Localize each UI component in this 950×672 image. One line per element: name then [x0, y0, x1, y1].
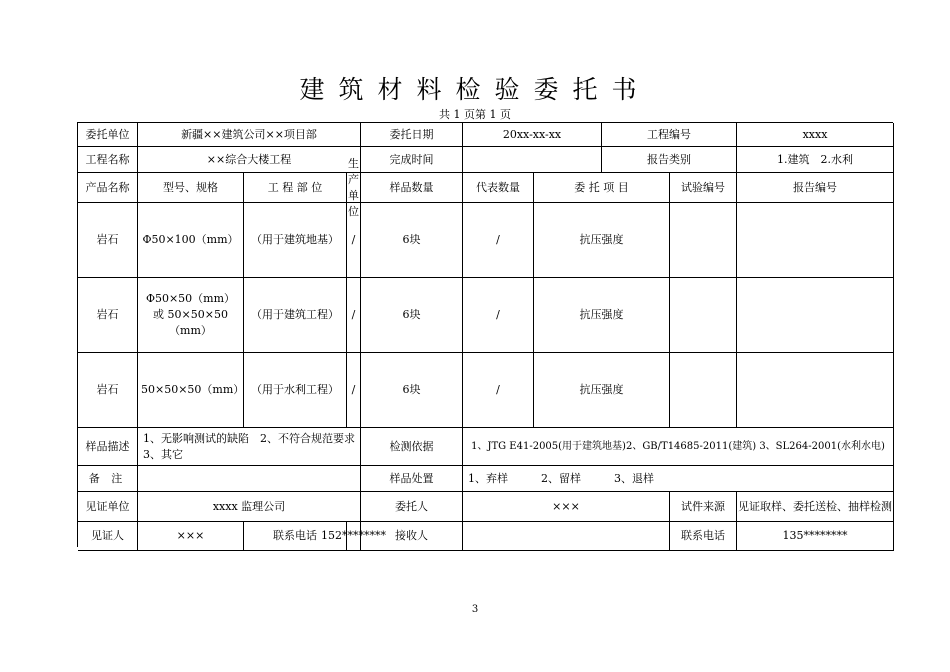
header-qty: 样品数量: [361, 173, 463, 203]
remark-label: 备 注: [78, 466, 138, 492]
report-type-value: 1.建筑 2.水利: [737, 147, 894, 173]
remark-value: [138, 466, 361, 492]
sample-desc-line2: 3、其它: [143, 447, 183, 461]
commission-form-table: [77, 122, 893, 547]
consignor-label: 委托人: [361, 492, 463, 522]
header-test-item: 委 托 项 目: [534, 173, 670, 203]
item-test-no: [670, 278, 737, 353]
commission-date-label: 委托日期: [361, 123, 463, 147]
project-name-label: 工程名称: [78, 147, 138, 173]
client-unit-value: 新疆××建筑公司××项目部: [138, 123, 361, 147]
item-part: （用于水利工程）: [244, 353, 347, 428]
receiver-label: 接收人: [361, 522, 463, 551]
sample-desc-label: 样品描述: [78, 428, 138, 466]
sample-desc-line1: 1、无影响测试的缺陷 2、不符合规范要求: [143, 431, 355, 445]
item-report-no: [737, 353, 894, 428]
sample-desc-value: [138, 428, 361, 466]
disposal-value: 1、弃样 2、留样 3、退样: [463, 466, 894, 492]
header-rep-qty: 代表数量: [463, 173, 534, 203]
basis-label: 检测依据: [361, 428, 463, 466]
witness-unit-value: xxxx 监理公司: [138, 492, 361, 522]
item-test: 抗压强度: [534, 203, 670, 278]
page-number: 3: [471, 604, 479, 615]
project-no-label: 工程编号: [602, 123, 737, 147]
commission-date-value: 20xx-xx-xx: [463, 123, 602, 147]
item-part: （用于建筑地基）: [244, 203, 347, 278]
report-type-label: 报告类别: [602, 147, 737, 173]
client-unit-label: 委托单位: [78, 123, 138, 147]
item-rep-qty: /: [463, 278, 534, 353]
item-qty: 6块: [361, 203, 463, 278]
item-product: 岩石: [78, 353, 138, 428]
disposal-label: 样品处置: [361, 466, 463, 492]
item-maker: /: [347, 278, 361, 353]
document-title: 建筑材料检验委托书: [299, 75, 651, 104]
header-product: 产品名称: [78, 173, 138, 203]
witness-label: 见证人: [78, 522, 138, 551]
item-test: 抗压强度: [534, 278, 670, 353]
item-maker: /: [347, 353, 361, 428]
item-spec: 50×50×50（mm）: [138, 353, 244, 428]
witness-phone-label: 联系电话: [244, 522, 347, 551]
item-maker: /: [347, 203, 361, 278]
header-maker: 生 产 单 位: [348, 156, 359, 218]
receiver-value: [463, 522, 670, 551]
receiver-phone-label: 联系电话: [670, 522, 737, 551]
project-no-value: xxxx: [737, 123, 894, 147]
header-test-no: 试验编号: [670, 173, 737, 203]
item-rep-qty: /: [463, 353, 534, 428]
witness-phone-value: 152********: [347, 522, 361, 551]
item-report-no: [737, 203, 894, 278]
item-product: 岩石: [78, 278, 138, 353]
header-part: 工 程 部 位: [244, 173, 347, 203]
item-part: （用于建筑工程）: [244, 278, 347, 353]
page-info: 共 1 页第 1 页: [439, 108, 511, 121]
item-qty: 6块: [361, 278, 463, 353]
header-report-no: 报告编号: [737, 173, 894, 203]
item-rep-qty: /: [463, 203, 534, 278]
item-spec: Φ50×50（mm）或 50×50×50（mm）: [138, 278, 244, 353]
item-qty: 6块: [361, 353, 463, 428]
item-test-no: [670, 353, 737, 428]
item-test: 抗压强度: [534, 353, 670, 428]
project-name-value: ××综合大楼工程: [138, 147, 361, 173]
complete-time-value: [463, 147, 602, 173]
witness-value: ×××: [138, 522, 244, 551]
item-spec: Φ50×100（mm）: [138, 203, 244, 278]
witness-unit-label: 见证单位: [78, 492, 138, 522]
complete-time-label: 完成时间: [361, 147, 463, 173]
sample-source-value: 见证取样、委托送检、抽样检测: [737, 492, 894, 522]
consignor-value: ×××: [463, 492, 670, 522]
header-spec: 型号、规格: [138, 173, 244, 203]
sample-source-label: 试件来源: [670, 492, 737, 522]
item-report-no: [737, 278, 894, 353]
basis-value: 1、JTG E41-2005(用于建筑地基)2、GB/T14685-2011(建筑) 3、SL264-2001(水利水电): [463, 428, 894, 466]
item-product: 岩石: [78, 203, 138, 278]
receiver-phone-value: 135********: [737, 522, 894, 551]
item-test-no: [670, 203, 737, 278]
